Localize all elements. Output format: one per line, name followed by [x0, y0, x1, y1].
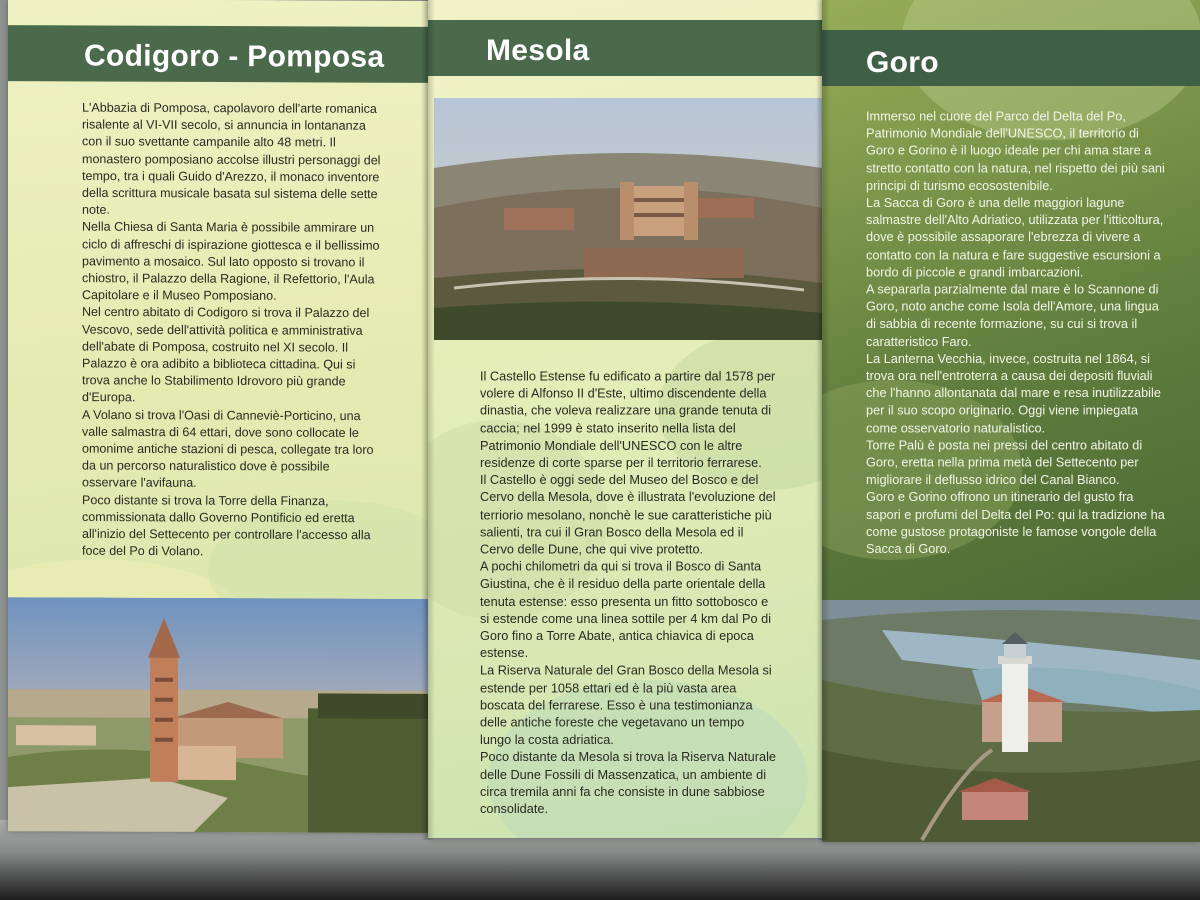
panel-title: Mesola [486, 34, 590, 67]
paragraph: Poco distante da Mesola si trova la Riserva Naturale delle Dune Fossili di Massenzatica, un ambiente di circa tremila anni fa che consiste in dune sabbiose consolidate. [480, 749, 776, 817]
fold-shadow [421, 0, 435, 840]
panel-title: Goro [866, 46, 939, 79]
brochure-panel-goro [822, 0, 1200, 842]
pomposa-abbey-photo [8, 597, 430, 833]
mesola-castle-photo [434, 98, 822, 340]
panel-text [866, 108, 1169, 558]
paragraph: Immerso nel cuore del Parco del Delta del Po, Patrimonio Mondiale dell'UNESCO, il territorio di Goro e Gorino è il luogo ideale per chi ama stare a stretto contatto con la natura, nel rispetto dei più sani principi di turismo ecosostenibile. [866, 108, 1165, 193]
panel-text [480, 368, 779, 818]
paragraph: Goro e Gorino offrono un itinerario del gusto fra sapori e profumi del Delta del Po: qui la tradizione ha come gustose protagoniste le famose vongole della Sacca di Goro. [866, 489, 1165, 557]
fold-shadow [816, 0, 830, 840]
paragraph: Il Castello Estense fu edificato a partire dal 1578 per volere di Alfonso II d'Este, ultimo discendente della dinastia, che voleva realizzare una grande tenuta di caccia; nel 1999 è stato inserito nella lista del Patrimonio Mondiale dell'UNESCO con le altre residenze di corte sparse per il territorio ferrarese. [480, 368, 776, 470]
paragraph: Nel centro abitato di Codigoro si trova il Palazzo del Vescovo, sede dell'attività politica e amministrativa dell'abate di Pomposa, costruito nel XI secolo. Il Palazzo è ora adibito a biblioteca cittadina. Qui si trova anche lo Stabilimento Idrovoro più grande d'Europa. [82, 304, 370, 405]
paragraph: Nella Chiesa di Santa Maria è possibile ammirare un ciclo di affreschi di ispirazione giottesca e il bellissimo pavimento a mosaico. Sul lato opposto si trovano il chiostro, il Palazzo della Ragione, il Refettorio, l'Aula Capitolare e il Museo Pomposiano. [82, 219, 380, 303]
panel-text [82, 99, 382, 561]
paragraph: A separarla parzialmente dal mare è lo Scannone di Goro, noto anche come Isola dell'Amore, una lingua di sabbia di recente formazione, su cui si trova il caratteristico Faro. [866, 282, 1159, 349]
paragraph: Il Castello è oggi sede del Museo del Bosco e del Cervo della Mesola, dove è illustrata l'evoluzione del terriorio mesolano, nonchè le sue caratteristiche più salienti, tra cui il Gran Bosco della Mesola ed il Cervo delle Dune, che qui vive protetto. [480, 472, 776, 557]
brochure-panel-codigoro-pomposa [8, 0, 430, 833]
paragraph: L'Abbazia di Pomposa, capolavoro dell'arte romanica risalente al VI-VII secolo, si annuncia in lontananza con il suo svettante campanile alto 48 metri. Il monastero pomposiano accolse illustri personaggi del tempo, tra i quali Guido d'Arezzo, il monaco inventore della scrittura musicale basata sul sistema delle sette note. [82, 100, 381, 217]
paragraph: Torre Palù è posta nei pressi del centro abitato di Goro, eretta nella prima metà del Settecento per migliorare il deflusso idrico del Canal Bianco. [866, 437, 1143, 487]
paragraph: La Riserva Naturale del Gran Bosco della Mesola si estende per 1058 ettari ed è la più vasta area boscata del ferrarese. Esso è una testimonianza delle antiche foreste che vegetavano un tempo lungo la costa adriatica. [480, 663, 772, 747]
paragraph: A pochi chilometri da qui si trova il Bosco di Santa Giustina, che è il residuo della parte orientale della tenuta estense: esso presenta un fitto sottobosco e si estende come una linea sottile per 4 km dal Po di Goro fino a Torre Abate, antica chiavica di epoca estense. [480, 559, 772, 661]
paragraph: A Volano si trova l'Oasi di Canneviè-Porticino, una valle salmastra di 64 ettari, dove sono collocate le omonime antiche stazioni di pesca, collegate tra loro da un percorso naturalistico dove è possibile osservare l'avifauna. [82, 407, 374, 491]
brochure-panel-mesola [428, 0, 826, 838]
goro-lighthouse-photo [822, 600, 1200, 842]
paragraph: Poco distante si trova la Torre della Finanza, commissionata dallo Governo Pontificio ed eretta all'inizio del Settecento per controllare l'accesso alla foce del Po di Volano. [82, 492, 371, 559]
paragraph: La Lanterna Vecchia, invece, costruita nel 1864, si trova ora nell'entroterra a causa dei depositi fluviali che l'hanno allontanata dal mare e resa inutilizzabile per il suo scopo originario. Oggi viene impiegata come osservatorio naturalistico. [866, 351, 1161, 435]
panel-title: Codigoro - Pomposa [84, 39, 385, 74]
paragraph: La Sacca di Goro è una delle maggiori lagune salmastre dell'Alto Adriatico, utilizzata per l'itticoltura, dove è possibile assaporare l'ebrezza di vivere a contatto con la natura e fare suggestive escursioni a bordo di piccole e grandi imbarcazioni. [866, 195, 1164, 280]
